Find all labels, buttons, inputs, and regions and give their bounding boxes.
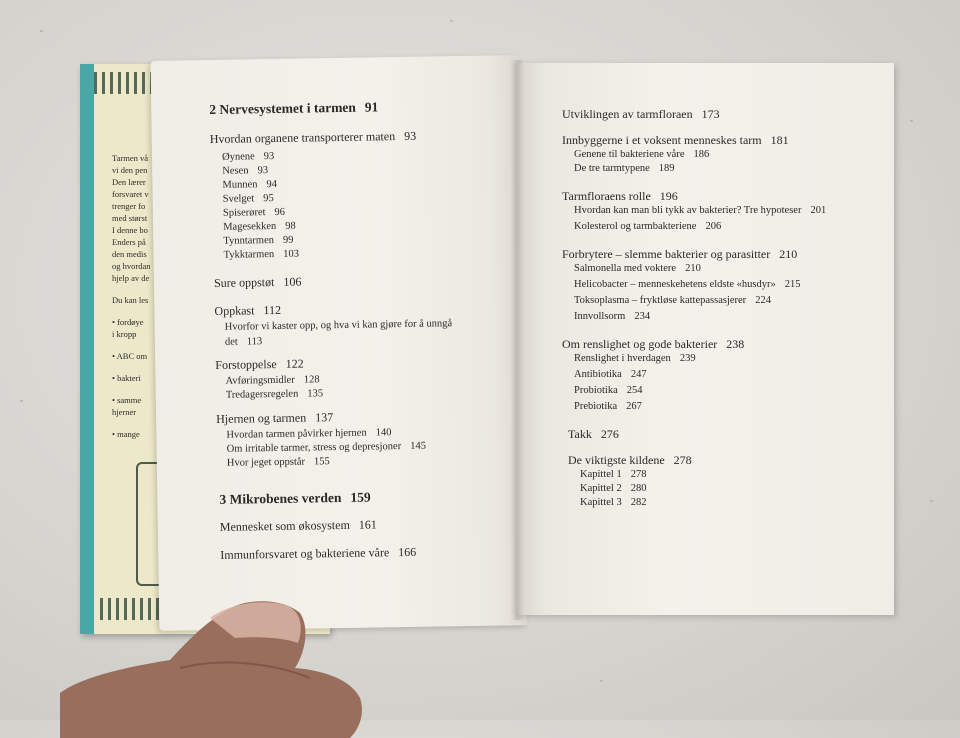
toc-entry-sub (574, 311, 650, 322)
cover-text-line (112, 362, 157, 372)
toc-page-number: 122 (285, 356, 304, 371)
toc-entry-title: Takk (568, 427, 592, 441)
toc-page-number: 128 (303, 374, 320, 386)
toc-entry-main (220, 545, 416, 563)
toc-entry-sub (226, 374, 320, 386)
toc-entry-main (562, 247, 797, 262)
toc-entry-sub (222, 179, 277, 191)
toc-entry-main (562, 189, 678, 204)
toc-entry-main (562, 133, 789, 148)
cover-text-line: den medis (112, 249, 147, 259)
toc-page-number: 278 (673, 453, 692, 467)
toc-entry-title: Utviklingen av tarmfloraen (562, 107, 693, 121)
toc-entry-sub (226, 388, 323, 401)
toc-entry-title: Toksoplasma – fryktløse kattepassasjerer (574, 295, 747, 306)
toc-entry-sub (574, 369, 647, 380)
toc-page-number: 189 (658, 163, 675, 174)
toc-entry-title: 2 Nervesystemet i tarmen (209, 99, 356, 118)
toc-page-number: 196 (659, 189, 678, 203)
toc-entry-title: Magesekken (223, 220, 277, 233)
toc-entry-title: Mennesket som økosystem (219, 517, 350, 534)
toc-entry-title: Sure oppstøt (213, 275, 275, 290)
toc-entry-title: Hjernen og tarmen (216, 410, 307, 426)
toc-entry-title: Genene til bakteriene våre (574, 149, 685, 160)
toc-entry-main (216, 410, 333, 427)
toc-entry-title: Om renslighet og gode bakterier (562, 337, 718, 351)
toc-entry-sub (223, 221, 296, 233)
toc-entry-sub (580, 483, 646, 494)
toc-entry-title: Tarmfloraens rolle (562, 189, 651, 203)
cover-text-line: • ABC om (112, 351, 148, 361)
toc-entry-sub (574, 295, 771, 306)
toc-page-number: 93 (404, 128, 417, 143)
cover-text-line (112, 340, 157, 350)
toc-entry-title: Renslighet i hverdagen (574, 353, 671, 364)
toc-entry-sub (574, 163, 675, 174)
toc-page-number: 224 (755, 295, 771, 306)
toc-entry-title: Avføringsmidler (225, 374, 295, 387)
toc-entry-title: Tynntarmen (223, 235, 275, 247)
toc-entry-title: Kapittel 2 (580, 483, 622, 494)
toc-page-number: 278 (630, 469, 647, 480)
toc-page-number: 238 (726, 337, 745, 351)
toc-entry-title: Kapittel 1 (580, 469, 622, 480)
cover-text-line: Du kan les (112, 295, 149, 305)
cover-text-line: • samme (112, 395, 142, 405)
cover-text-line: • fordøye (112, 317, 144, 327)
toc-entry-main (562, 337, 744, 352)
toc-entry-main (214, 303, 281, 319)
toc-entry-sub (574, 353, 696, 364)
cover-text-line: • bakteri (112, 373, 141, 383)
toc-entry-title: Hvordan tarmen påvirker hjernen (226, 427, 367, 441)
cover-text-line: Tarmen vå (112, 153, 148, 163)
toc-page-number: 93 (263, 150, 275, 163)
cover-text-line: med størst (112, 213, 148, 223)
cover-text-line: forsvaret v (112, 189, 149, 199)
toc-entry-chapter (209, 99, 378, 118)
toc-page-number: 239 (679, 353, 696, 364)
toc-entry-sub (225, 318, 453, 333)
cover-text-line: vi den pen (112, 165, 148, 175)
toc-page-number: 206 (705, 221, 722, 232)
toc-entry-title: Innbyggerne i et voksent menneskes tarm (562, 133, 762, 147)
toc-entry-title: Om irritable tarmer, stress og depresjoner (226, 441, 402, 455)
toc-page-number: 99 (282, 234, 294, 246)
toc-page-number: 140 (375, 427, 392, 439)
toc-entry-main (210, 129, 417, 147)
toc-page-number: 93 (257, 165, 269, 177)
toc-entry-title: det (224, 336, 238, 348)
toc-entry-title: Forstoppelse (215, 356, 277, 372)
toc-entry-title: Probiotika (574, 385, 618, 396)
toc-page-number: 215 (784, 279, 801, 290)
toc-entry-main (568, 427, 619, 442)
toc-entry-title: 3 Mikrobenes verden (219, 489, 342, 507)
toc-page-number: 103 (283, 248, 300, 260)
toc-entry-sub (227, 441, 426, 455)
toc-page-number: 247 (630, 369, 647, 380)
toc-entry-title: De viktigste kildene (568, 453, 665, 467)
cover-text-line (112, 418, 157, 428)
hand (60, 598, 370, 738)
cover-text-line: hjelp av de (112, 273, 150, 283)
toc-entry-title: Innvollsorm (574, 311, 626, 322)
toc-entry-title: Forbrytere – slemme bakterier og parasitter (562, 247, 771, 261)
table-of-contents-left (151, 55, 528, 631)
toc-entry-sub (226, 427, 391, 441)
toc-entry-title: Helicobacter – menneskehetens eldste «husdyr» (574, 279, 776, 290)
toc-entry-title: Salmonella med voktere (574, 263, 677, 274)
toc-entry-main (568, 453, 692, 468)
toc-entry-sub (222, 151, 274, 163)
toc-page-number: 94 (266, 178, 278, 191)
toc-entry-title: Kapittel 3 (580, 497, 622, 508)
toc-entry-sub (227, 456, 330, 469)
toc-entry-sub (574, 205, 826, 216)
toc-page-number: 159 (350, 489, 371, 505)
toc-entry-title: Spiserøret (222, 207, 266, 219)
toc-page-number: 282 (630, 497, 647, 508)
toc-page-number: 98 (285, 220, 296, 232)
cover-text-line: trenger fo (112, 201, 146, 211)
toc-page-number: 113 (246, 336, 263, 348)
toc-entry-title: Hvor jeget oppstår (226, 456, 306, 469)
toc-page-number: 135 (307, 388, 324, 400)
toc-entry-sub (225, 336, 262, 348)
toc-entry-title: Antibiotika (574, 369, 622, 380)
toc-page-number: 106 (283, 274, 302, 289)
toc-page-number: 210 (685, 263, 701, 274)
toc-entry-title: Tredagersregelen (225, 388, 299, 401)
toc-page-number: 267 (626, 401, 642, 412)
toc-page-number: 91 (364, 99, 379, 115)
toc-page-number: 145 (410, 440, 426, 452)
toc-entry-title: Øynene (221, 151, 255, 163)
book-page-left (151, 55, 528, 631)
toc-entry-title: Oppkast (214, 303, 255, 318)
toc-entry-main (562, 107, 720, 122)
toc-entry-title: Hvordan kan man bli tykk av bakterier? Tre hypoteser (574, 205, 802, 216)
toc-page-number: 173 (701, 107, 720, 121)
toc-entry-sub (223, 193, 274, 205)
toc-entry-sub (574, 279, 801, 290)
toc-page-number: 155 (313, 456, 330, 468)
cover-text-line: i kropp (112, 329, 137, 339)
toc-entry-sub (574, 149, 709, 160)
cover-text-line (112, 306, 157, 316)
toc-entry-main (220, 517, 377, 534)
toc-entry-sub (580, 497, 646, 508)
toc-entry-sub (222, 165, 268, 177)
toc-entry-sub (223, 207, 285, 219)
toc-entry-title: Tykktarmen (223, 249, 275, 261)
toc-entry-sub (574, 401, 642, 412)
toc-entry-title: Svelget (222, 193, 255, 205)
toc-entry-main (214, 275, 302, 291)
toc-page-number: 186 (693, 149, 710, 160)
toc-entry-chapter (219, 490, 370, 508)
toc-page-number: 166 (398, 544, 417, 560)
toc-entry-sub (574, 221, 721, 232)
toc-page-number: 96 (274, 206, 286, 218)
toc-entry-title: De tre tarmtypene (574, 163, 650, 174)
toc-page-number: 161 (358, 517, 377, 532)
toc-page-number: 201 (810, 205, 827, 216)
toc-entry-main (215, 357, 304, 373)
toc-page-number: 181 (770, 133, 789, 147)
toc-page-number: 276 (600, 427, 619, 441)
toc-entry-sub (223, 235, 293, 247)
cover-text-line: I denne bo (112, 225, 148, 235)
toc-page-number: 254 (626, 385, 643, 396)
cover-text-line: Enders på (112, 237, 146, 247)
toc-entry-title: Munnen (222, 179, 258, 191)
toc-page-number: 280 (630, 483, 647, 494)
toc-entry-title: Hvorfor vi kaster opp, og hva vi kan gjøre for å unngå (224, 318, 453, 333)
book-gutter (510, 60, 524, 620)
toc-entry-title: Kolesterol og tarmbakteriene (574, 221, 697, 232)
toc-entry-title: Nesen (222, 165, 249, 177)
book-page-right (516, 63, 894, 615)
cover-blurb (112, 152, 157, 440)
cover-text-line (112, 284, 157, 294)
cover-text-line (112, 384, 157, 394)
toc-page-number: 137 (315, 410, 334, 425)
cover-text-line: • mange (112, 429, 140, 439)
toc-entry-title: Prebiotika (574, 401, 618, 412)
cover-text-line: hjerner (112, 407, 137, 417)
toc-entry-title: Hvordan organene transporterer maten (209, 129, 396, 147)
cover-spine (80, 64, 94, 634)
toc-entry-sub (580, 469, 646, 480)
toc-page-number: 112 (263, 302, 282, 318)
toc-entry-sub (574, 385, 643, 396)
toc-entry-title: Immunforsvaret og bakteriene våre (220, 545, 390, 562)
toc-page-number: 210 (779, 247, 798, 261)
table-of-contents-right (516, 63, 894, 615)
toc-entry-sub (574, 263, 701, 274)
toc-page-number: 95 (263, 193, 274, 205)
toc-entry-sub (224, 249, 300, 261)
toc-page-number: 234 (634, 311, 651, 322)
cover-text-line: og hvordan (112, 261, 151, 271)
cover-text-line: Den lærer (112, 177, 146, 187)
